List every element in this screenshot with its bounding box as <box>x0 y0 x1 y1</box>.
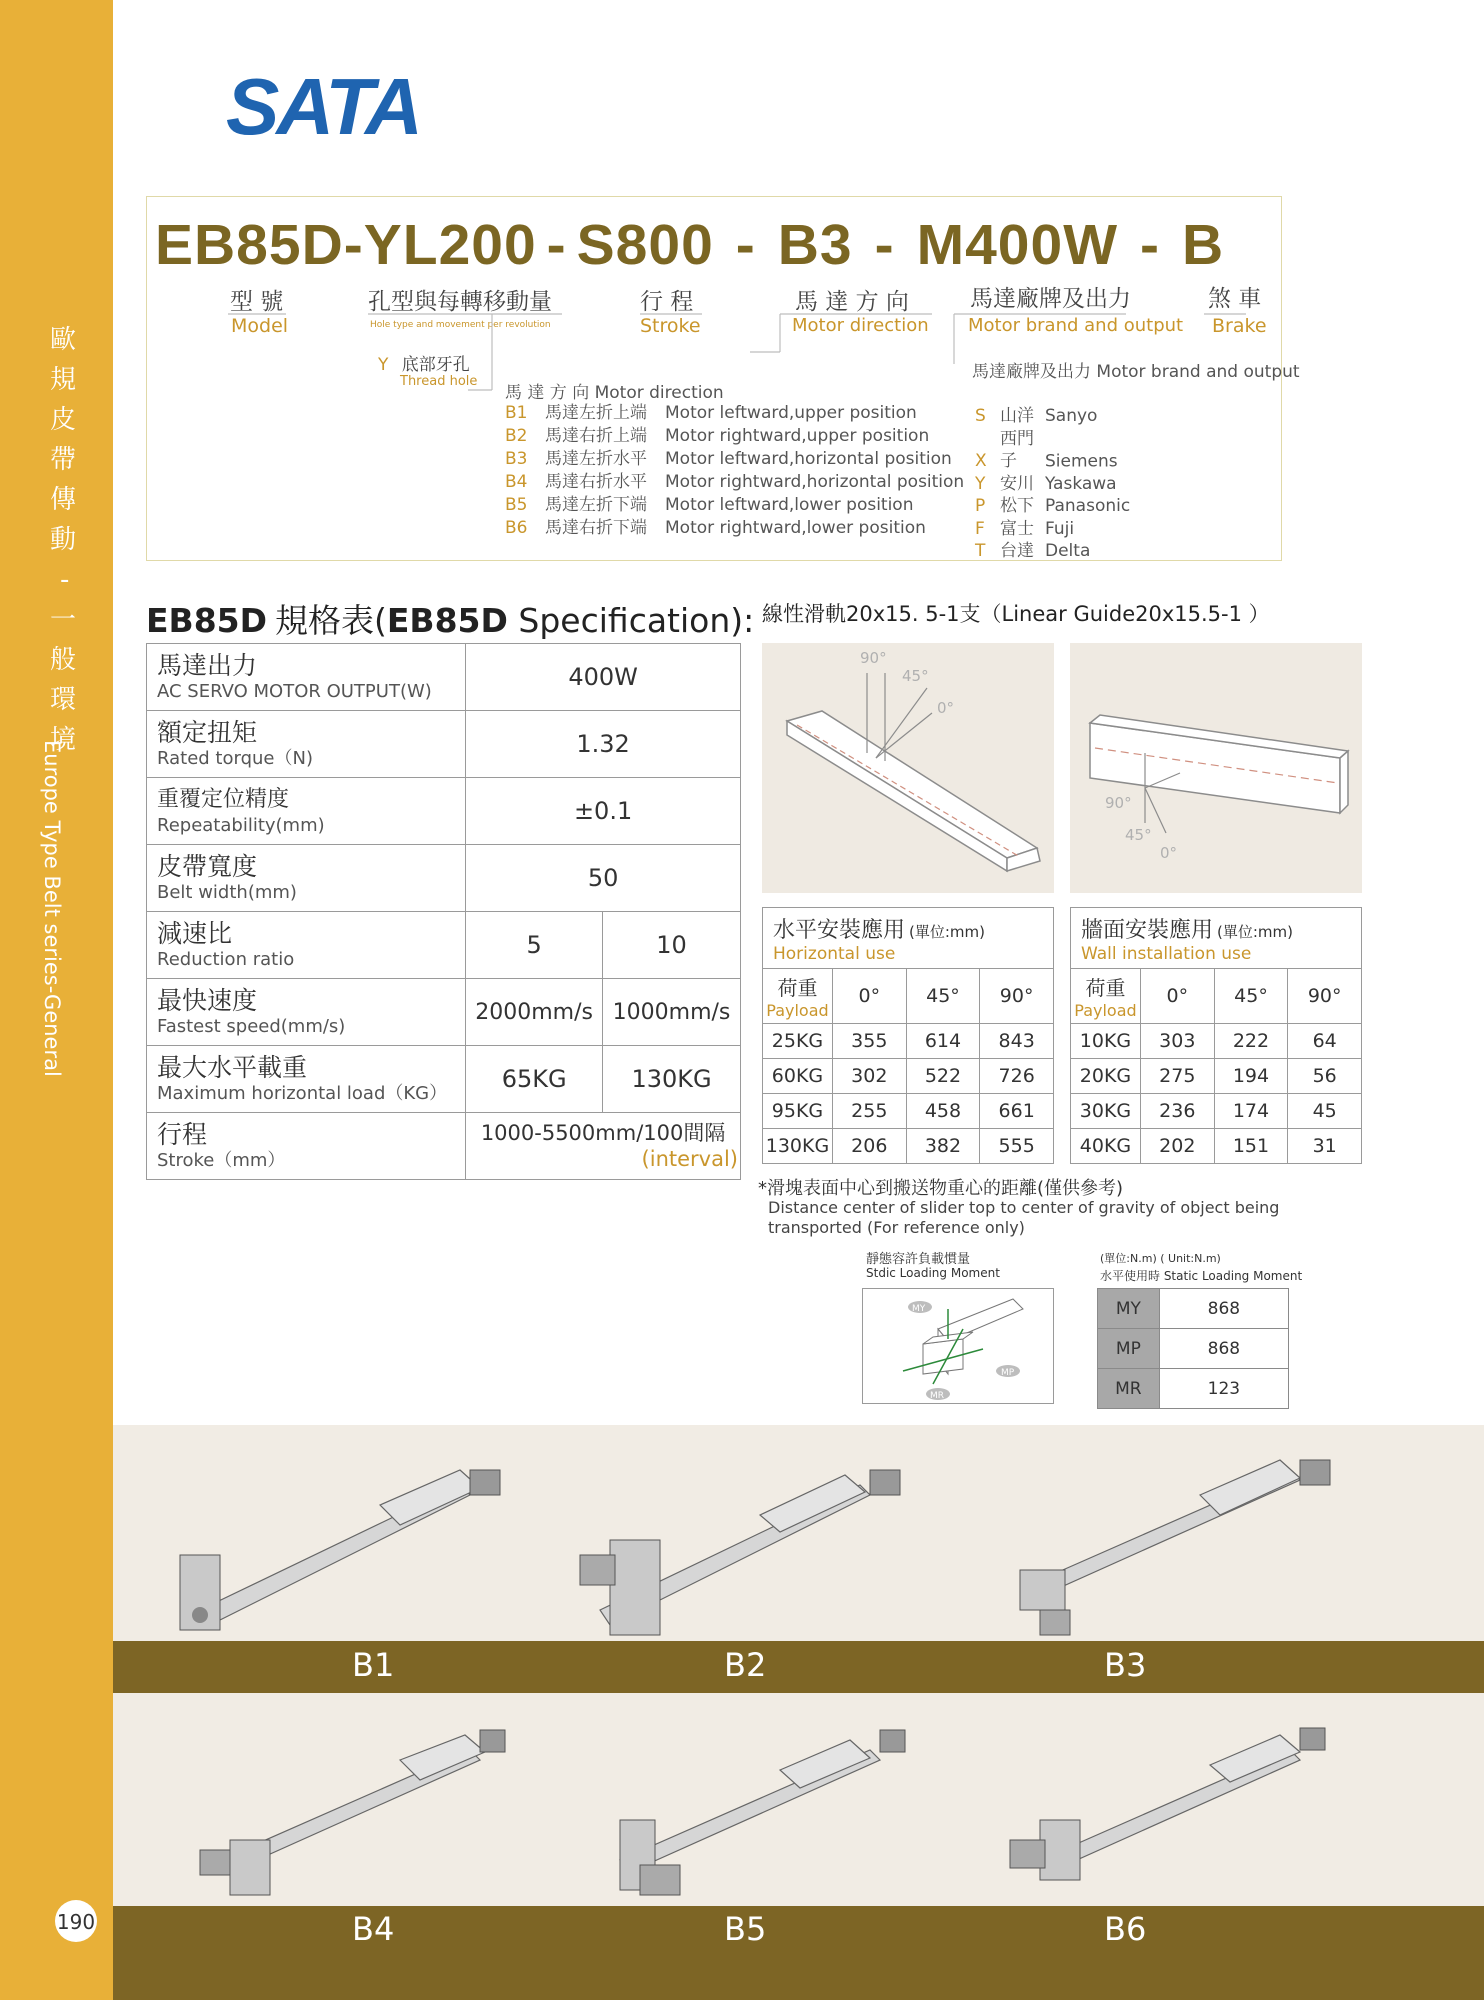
table-row: 40KG 202 151 31 <box>1071 1129 1362 1164</box>
label-hole-en: Hole type and movement per revolution <box>370 320 551 330</box>
direction-list: B1 馬達左折上端 Motor leftward,upper position B2 馬達右折上端 Motor rightward,upper position B3 馬達左折水平 Motor leftward,horizontal position B4 馬達右折水平 Motor rightward,horizontal position B5 馬達左折下端 Motor leftward,lower position B6 馬達右折下端 Motor rightward,lower position <box>505 403 965 538</box>
wall-load-table: 牆面安裝應用 (單位:mm) Wall installation use 荷重 Payload 0° 45° 90° 10KG 303 222 64 20KG 275 194 56 30KG 236 174 45 40KG 202 151 31 <box>1070 907 1362 1164</box>
table-row: 95KG 255 458 661 <box>763 1094 1054 1129</box>
variant-image-b5 <box>560 1700 930 1900</box>
distance-note-en: Distance center of slider top to center of gravity of object being transported (For reference only) <box>768 1198 1280 1237</box>
spec-table <box>146 643 741 1180</box>
variant-label-b5: B5 <box>724 1910 767 1948</box>
table-row: MR 123 <box>1098 1369 1289 1409</box>
brand-list: S 山洋 Sanyo X西門子 Siemens Y 安川 Yaskawa P 松下 Panasonic F 富士 Fuji T 台達 Delta <box>975 406 1131 561</box>
table-row: 30KG 236 174 45 <box>1071 1094 1362 1129</box>
svg-text:MP: MP <box>1001 1368 1015 1378</box>
hole-option-en: Thread hole <box>400 374 478 389</box>
label-motor-direction-en: Motor direction <box>792 315 929 336</box>
moment-title-zh: 靜態容許負載慣量 <box>866 1252 971 1267</box>
svg-text:MY: MY <box>912 1304 926 1314</box>
label-brake-en: Brake <box>1212 315 1267 337</box>
sata-logo <box>226 68 436 147</box>
label-motor-direction-zh: 馬 達 方 向 <box>795 289 909 315</box>
distance-note-zh: *滑塊表面中心到搬送物重心的距離(僅供參考) <box>758 1178 1124 1199</box>
spec-row: 皮帶寬度 Belt width(mm) 50 <box>147 845 741 912</box>
variant-label-b6: B6 <box>1104 1910 1147 1948</box>
label-model-zh: 型 號 <box>230 289 284 315</box>
svg-text:MR: MR <box>930 1391 945 1401</box>
spec-row: 重覆定位精度 Repeatability(mm) ±0.1 <box>147 778 741 845</box>
moment-title-en: Stdic Loading Moment <box>866 1266 1000 1280</box>
brand-title: 馬達廠牌及出力 Motor brand and output <box>972 362 1300 382</box>
table-row: 10KG 303 222 64 <box>1071 1024 1362 1059</box>
table-row: MY 868 <box>1098 1289 1289 1329</box>
hole-option: Y 底部牙孔 <box>378 355 470 375</box>
label-hole-zh: 孔型與每轉移動量 <box>368 289 552 315</box>
variant-image-b2 <box>560 1430 930 1640</box>
table-row: 25KG 355 614 843 <box>763 1024 1054 1059</box>
spec-row: 馬達出力 AC SERVO MOTOR OUTPUT(W) 400W <box>147 644 741 711</box>
label-brake-zh: 煞 車 <box>1208 286 1262 312</box>
spec-row: 行程 Stroke（mm） 1000-5500mm/100間隔 (interval) <box>147 1113 741 1180</box>
svg-text:90°: 90° <box>1105 794 1132 812</box>
variant-label-b1: B1 <box>352 1646 395 1684</box>
label-stroke-en: Stroke <box>640 315 701 337</box>
moment-diagram <box>862 1288 1054 1404</box>
svg-text:45°: 45° <box>902 667 929 685</box>
linear-guide-title: 線性滑軌20x15. 5-1支（Linear Guide20x15.5-1 ） <box>762 602 1270 626</box>
svg-text:45°: 45° <box>1125 826 1152 844</box>
direction-title: 馬 達 方 向 Motor direction <box>505 383 724 403</box>
table-row: 20KG 275 194 56 <box>1071 1059 1362 1094</box>
table-row: 60KG 302 522 726 <box>763 1059 1054 1094</box>
spec-title: EB85D 規格表(EB85D Specification): <box>146 601 755 640</box>
variant-label-b4: B4 <box>352 1910 395 1948</box>
moment-unit: (單位:N.m) ( Unit:N.m) <box>1100 1252 1221 1265</box>
sidebar-category-en: Europe Type Belt series-General <box>40 740 64 1077</box>
horizontal-load-table: 水平安裝應用 (單位:mm) Horizontal use 荷重 Payload 0° 45° 90° 25KG 355 614 843 60KG 302 522 726 95KG 255 458 661 130KG 206 382 555 <box>762 907 1054 1164</box>
spec-row: 最大水平載重 Maximum horizontal load（KG） 65KG 130KG <box>147 1046 741 1113</box>
model-code: EB85D-YL200 - S800 - B3 - M400W - B <box>155 213 1225 277</box>
variant-label-b3: B3 <box>1104 1646 1147 1684</box>
table-row: 130KG 206 382 555 <box>763 1129 1054 1164</box>
variant-image-b6 <box>980 1700 1350 1900</box>
variant-image-b1 <box>160 1430 530 1640</box>
spec-row: 額定扭矩 Rated torque（N) 1.32 <box>147 711 741 778</box>
moment-sub: 水平使用時 Static Loading Moment <box>1100 1269 1303 1283</box>
table-row: MP 868 <box>1098 1329 1289 1369</box>
variant-label-b2: B2 <box>724 1646 767 1684</box>
svg-text:0°: 0° <box>937 699 955 717</box>
sidebar-category-zh: 歐 規 皮 帶 傳 動 - 一 般 環 境 <box>50 325 77 755</box>
label-motor-brand-zh: 馬達廠牌及出力 <box>970 286 1131 312</box>
variant-image-b3 <box>980 1430 1350 1640</box>
variant-band-bottom <box>113 1906 1484 2000</box>
spec-row: 減速比 Reduction ratio 5 10 <box>147 912 741 979</box>
svg-text:SATA: SATA <box>226 68 420 143</box>
svg-text:90°: 90° <box>860 649 887 667</box>
svg-text:0°: 0° <box>1160 844 1178 862</box>
label-model-en: Model <box>231 315 289 337</box>
wall-install-illustration <box>1070 643 1362 893</box>
label-motor-brand-en: Motor brand and output <box>968 315 1184 336</box>
page-number: 190 <box>56 1910 96 1934</box>
variant-image-b4 <box>160 1700 530 1900</box>
variant-band-top <box>113 1641 1484 1693</box>
spec-row: 最快速度 Fastest speed(mm/s) 2000mm/s 1000mm/s <box>147 979 741 1046</box>
horizontal-install-illustration <box>762 643 1054 893</box>
moment-table <box>1097 1288 1289 1409</box>
label-stroke-zh: 行 程 <box>640 289 694 315</box>
